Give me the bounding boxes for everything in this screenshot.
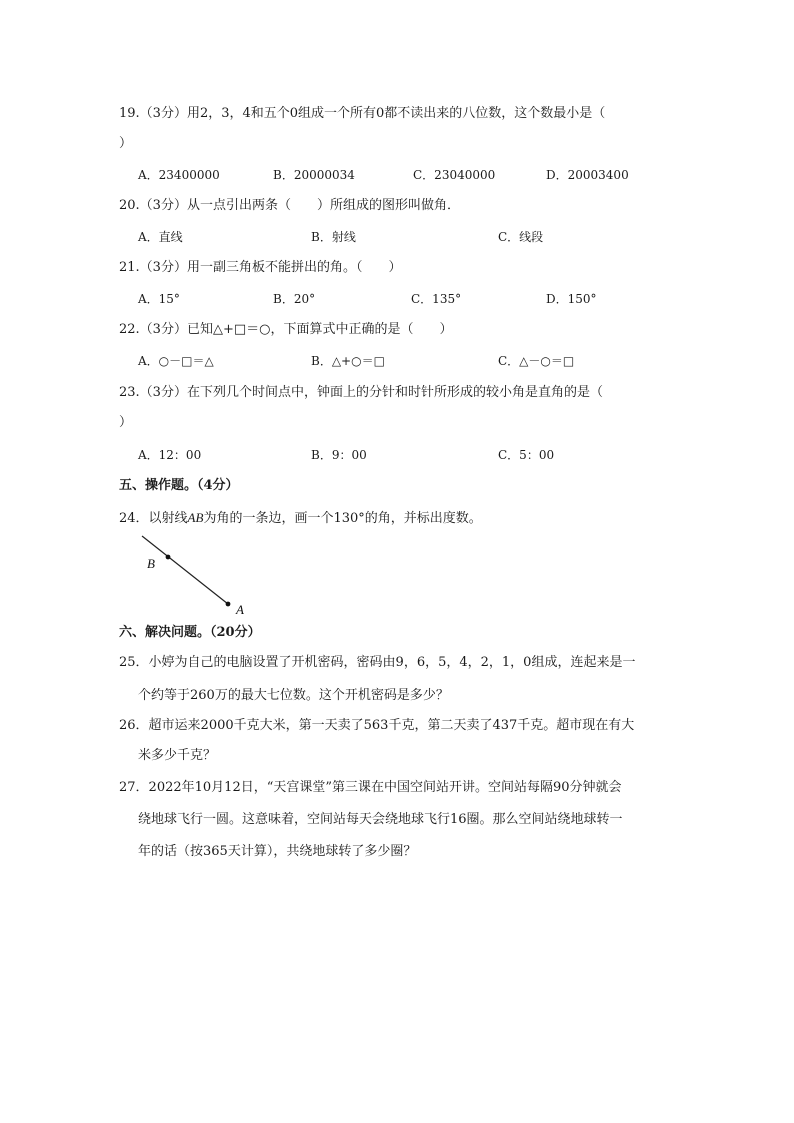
option-b: B．20000034	[273, 168, 355, 182]
question-22-options	[138, 353, 658, 369]
question-23-options	[138, 447, 658, 463]
point-b-label: B	[147, 556, 155, 571]
ray-label: AB	[187, 510, 204, 525]
question-24-stem	[119, 510, 482, 527]
question-23-stem: 23.（3分）在下列几个时间点中，钟面上的分针和时针所形成的较小角是直角的是（	[119, 385, 603, 400]
point-a-label: A	[236, 602, 244, 617]
question-19-options	[138, 167, 658, 183]
option-b: B．射线	[311, 230, 356, 244]
ray-ab-diagram	[138, 532, 258, 622]
option-a: A．直线	[138, 230, 183, 244]
section-6-heading: 六、解决问题。（20分）	[119, 625, 261, 640]
question-25-line-1: 25．小婷为自己的电脑设置了开机密码，密码由9，6，5，4，2，1，0组成，连起来是一	[119, 655, 636, 670]
option-a: A．12：00	[138, 448, 202, 462]
question-26-line-2: 米多少千克？	[138, 748, 217, 763]
question-22-stem: 22.（3分）已知△+□＝○，下面算式中正确的是（ ）	[119, 322, 453, 337]
option-c: C．23040000	[413, 168, 496, 182]
question-23-stem-cont: ）	[119, 415, 133, 430]
option-c: C．135°	[411, 292, 462, 306]
option-c: C．5：00	[498, 448, 555, 462]
point-a-dot	[226, 602, 231, 607]
question-20-stem: 20.（3分）从一点引出两条（ ）所组成的图形叫做角．	[119, 198, 460, 213]
option-b: B．9：00	[311, 448, 367, 462]
question-24-prefix: 24．以射线	[119, 511, 188, 526]
question-19-stem-cont: ）	[119, 136, 133, 151]
section-5-heading: 五、操作题。（4分）	[119, 478, 239, 493]
option-d: D．20003400	[546, 168, 629, 182]
question-21-options	[138, 291, 658, 307]
option-d: D．150°	[546, 292, 597, 306]
point-b-dot	[166, 555, 171, 560]
ray-ab-figure	[138, 532, 258, 622]
option-a: A．○－□＝△	[138, 354, 214, 368]
option-c: C．线段	[498, 230, 544, 244]
question-24-suffix: 为角的一条边，画一个130°的角，并标出度数。	[203, 511, 482, 526]
question-20-options	[138, 229, 658, 245]
question-21-stem: 21.（3分）用一副三角板不能拼出的角。（ ）	[119, 260, 402, 275]
option-a: A．15°	[138, 292, 180, 306]
question-27-line-2: 绕地球飞行一圆。这意味着，空间站每天会绕地球飞行16圈。那么空间站绕地球转一	[138, 812, 623, 827]
question-27-line-3: 年的话（按365天计算），共绕地球转了多少圈？	[138, 844, 417, 859]
question-19-stem: 19.（3分）用2，3，4和五个0组成一个所有0都不读出来的八位数，这个数最小是（	[119, 106, 606, 121]
option-b: B．△+○＝□	[311, 354, 385, 368]
option-a: A．23400000	[138, 168, 220, 182]
question-25-line-2: 个约等于260万的最大七位数。这个开机密码是多少？	[138, 688, 449, 703]
question-27-line-1: 27．2022年10月12日，“天宫课堂”第三课在中国空间站开讲。空间站每隔90分钟就会	[119, 780, 622, 795]
question-26-line-1: 26．超市运来2000千克大米，第一天卖了563千克，第二天卖了437千克。超市现在有大	[119, 718, 635, 733]
option-b: B．20°	[273, 292, 316, 306]
option-c: C．△－○＝□	[498, 354, 575, 368]
